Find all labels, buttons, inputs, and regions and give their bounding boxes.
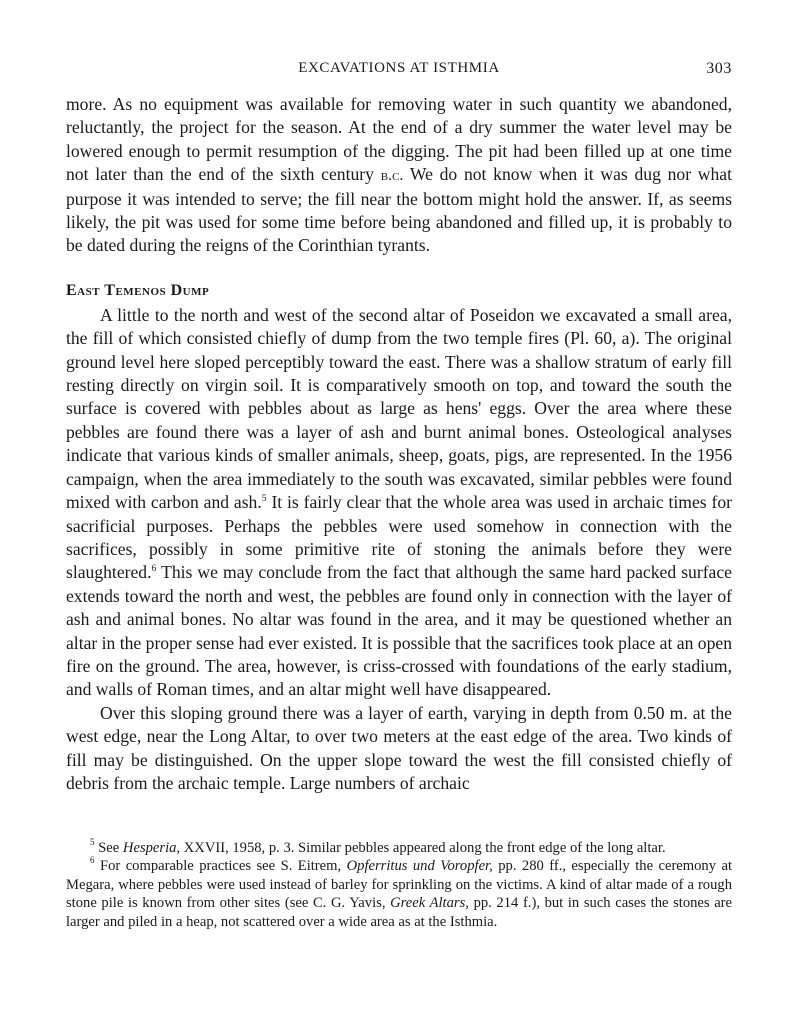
- footnote-text: See: [98, 840, 120, 856]
- footnote-5: [66, 839, 732, 857]
- footnote-title: Opferritus und Voropfer,: [346, 858, 493, 875]
- page-number: 303: [706, 60, 732, 77]
- footnote-title: Greek Altars,: [390, 895, 469, 912]
- footnote-title: Hesperia,: [122, 840, 181, 856]
- paragraph-2-text-b: It is fairly clear that the whole area was used in archaic times for sacrificial purposes. Perhaps the pebbles were used somehow in connection with the sacrifices, possibly in some primitive rite of stoning the animals before they were slaughtered.: [66, 492, 732, 583]
- footnote-ref-5: 5: [261, 492, 267, 504]
- footnote-text: pp. 214 f.), but in such cases the stones are larger and piled in a heap, not scattered over a wide area as at the Isthmia.: [66, 895, 733, 930]
- running-header: [66, 56, 732, 80]
- paragraph-3: Over this sloping ground there was a layer of earth, varying in depth from 0.50 m. at the west edge, near the Long Altar, to over two meters at the east edge of the area. Two kinds of fill may be distinguished. On the upper slope toward the west the fill consisted chiefly of debris from the archaic temple. Large numbers of archaic: [66, 702, 732, 793]
- paragraph-1-text-a: more. As no equipment was available for removing water in such quantity we abandoned, reluctantly, the project for the season. At the end of a dry summer the water level may be lowered enough to permit resumption of the digging. The pit had been filled up at one time not later than the end of the sixth century: [66, 94, 732, 185]
- page: [66, 56, 732, 795]
- running-title: EXCAVATIONS AT ISTHMIA: [298, 60, 500, 76]
- paragraph-2: [66, 304, 732, 702]
- footnote-number: 6: [90, 855, 95, 866]
- bc-abbreviation: b.c.: [380, 166, 404, 185]
- section-heading: East Temenos Dump: [66, 281, 210, 299]
- footnotes: [66, 839, 732, 931]
- paragraph-1-text-b: We do not know when it was dug nor what purpose it was intended to serve; the fill near the bottom might hold the answer. If, as seems likely, the pit was used for some time before being abandoned and filled up, it is probably to be dated during the reigns of the Corinthian tyrants.: [66, 164, 732, 256]
- footnote-ref-6: 6: [151, 563, 157, 575]
- footnote-text: pp. 280 ff., especially the ceremony at Megara, where pebbles were used instead of barley for sprinkling on the victims. A kind of altar made of a rough stone pile is known from other sites (see C. G. Yavis,: [66, 858, 732, 912]
- footnote-text: XXVII, 1958, p. 3. Similar pebbles appeared along the front edge of the long altar.: [183, 840, 666, 856]
- paragraph-2-text-a: A little to the north and west of the second altar of Poseidon we excavated a small area, the fill of which consisted chiefly of dump from the two temple fires (Pl. 60, a). The original ground level here sloped perceptibly toward the east. There was a shallow stratum of early fill resting directly on virgin soil. It is comparatively smooth on top, and toward the south the surface is covered with pebbles about as large as hens' eggs. Over the area where these pebbles are found there was a layer of ash and burnt animal bones. Osteological analyses indicate that various kinds of smaller animals, sheep, goats, pigs, are represented. In the 1956 campaign, when the area immediately to the south was excavated, similar pebbles were found mixed with carbon and ash.: [66, 304, 732, 513]
- footnote-text: For comparable practices see S. Eitrem,: [99, 858, 342, 875]
- footnote-6: [66, 857, 732, 931]
- body-text: [66, 93, 732, 795]
- paragraph-1: [66, 93, 732, 258]
- paragraph-2-text-c: This we may conclude from the fact that although the same hard packed surface extends toward the north and west, the pebbles are found only in connection with the layer of ash and animal bones. No altar was found in the area, and it may be questioned whether an altar in the proper sense had ever existed. It is possible that the sacrifices took place at an open fire on the ground. The area, however, is criss-crossed with foundations of the early stadium, and walls of Roman times, and an altar might well have disappeared.: [66, 562, 732, 700]
- footnote-number: 5: [90, 837, 95, 848]
